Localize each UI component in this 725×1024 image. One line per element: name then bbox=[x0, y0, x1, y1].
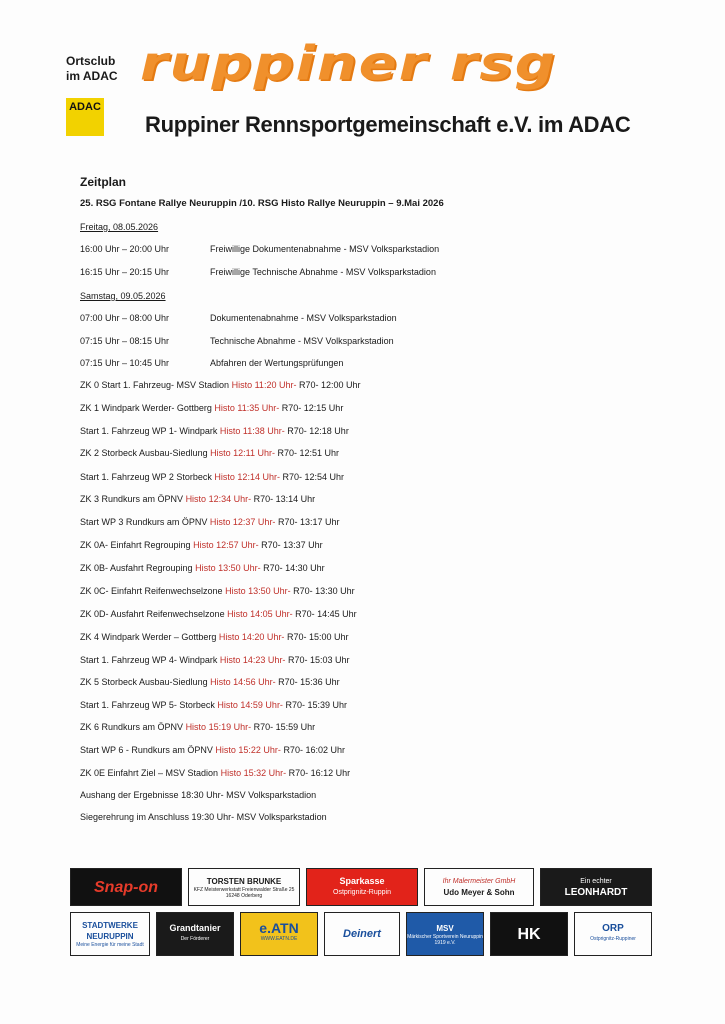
time-description: Freiwillige Technische Abnahme - MSV Volksparkstadion bbox=[210, 267, 436, 277]
time-description: Abfahren der Wertungsprüfungen bbox=[210, 358, 344, 368]
sponsor-name: STADTWERKE NEURUPPIN bbox=[82, 921, 138, 941]
r70-time: R70- 15:39 Uhr bbox=[285, 700, 347, 710]
schedule-label: Start 1. Fahrzeug WP 4- Windpark bbox=[80, 655, 218, 665]
schedule-label: ZK 2 Storbeck Ausbau-Siedlung bbox=[80, 448, 208, 458]
schedule-label: ZK 0A- Einfahrt Regrouping bbox=[80, 540, 191, 550]
histo-time: Histo 15:22 Uhr- bbox=[215, 745, 281, 755]
histo-time: Histo 14:59 Uhr- bbox=[217, 700, 283, 710]
sponsor-subtext: KFZ Meisterwerkstatt Freienwalder Straße 25 16248 Oderberg bbox=[193, 886, 295, 899]
histo-time: Histo 15:19 Uhr- bbox=[185, 722, 252, 732]
histo-time: Histo 11:35 Uhr- bbox=[214, 403, 280, 413]
sponsor-msv-logo bbox=[406, 912, 484, 956]
r70-time: R70- 15:36 Uhr bbox=[278, 677, 340, 687]
sponsor-meyer-logo bbox=[424, 868, 534, 906]
histo-time: Histo 12:14 Uhr- bbox=[214, 472, 280, 482]
schedule-label: ZK 0C- Einfahrt Reifenwechselzone bbox=[80, 586, 223, 596]
sponsor-stadtwerke-logo bbox=[70, 912, 150, 956]
event-subtitle: 25. RSG Fontane Rallye Neuruppin /10. RSG Histo Rallye Neuruppin – 9.Mai 2026 bbox=[80, 198, 444, 209]
schedule-label: Start 1. Fahrzeug WP 1- Windpark bbox=[80, 426, 218, 436]
histo-time: Histo 12:57 Uhr- bbox=[193, 540, 259, 550]
sponsor-eatn-logo bbox=[240, 912, 318, 956]
schedule-row bbox=[80, 655, 350, 665]
histo-time: Histo 14:23 Uhr- bbox=[219, 655, 286, 665]
schedule-row bbox=[80, 609, 357, 619]
sponsor-name: e.ATN bbox=[259, 920, 299, 936]
r70-time: R70- 12:54 Uhr bbox=[282, 472, 345, 482]
r70-time: R70- 12:18 Uhr bbox=[287, 426, 349, 436]
ceremony-notice: Siegerehrung im Anschluss 19:30 Uhr- MSV Volksparkstadion bbox=[80, 812, 327, 822]
time-range: 16:15 Uhr – 20:15 Uhr bbox=[80, 267, 170, 277]
schedule-label: ZK 0E Einfahrt Ziel – MSV Stadion bbox=[80, 768, 219, 778]
schedule-label: ZK 0B- Ausfahrt Regrouping bbox=[80, 563, 193, 573]
schedule-label: ZK 4 Windpark Werder – Gottberg bbox=[80, 632, 217, 642]
sponsor-orp-logo bbox=[574, 912, 652, 956]
rsg-logo: ruppiner rsg bbox=[140, 36, 557, 92]
sponsor-grandtanier-logo bbox=[156, 912, 234, 956]
r70-time: R70- 14:45 Uhr bbox=[295, 609, 357, 619]
histo-time: Histo 11:20 Uhr- bbox=[231, 380, 297, 390]
r70-time: R70- 13:30 Uhr bbox=[293, 586, 355, 596]
sponsor-subtext: Ihr Malermeister GmbH bbox=[442, 878, 516, 885]
sponsor-name: ORP bbox=[602, 923, 624, 934]
sponsor-name: HK bbox=[517, 925, 541, 943]
schedule-row bbox=[80, 586, 355, 596]
schedule-row bbox=[80, 722, 315, 732]
schedule-row bbox=[80, 403, 343, 413]
sponsor-snapon-logo bbox=[70, 868, 182, 906]
schedule-row bbox=[80, 472, 344, 482]
schedule-row bbox=[80, 563, 325, 573]
sponsor-hk-logo bbox=[490, 912, 568, 956]
sponsor-name: Grandtanier bbox=[169, 923, 221, 933]
r70-time: R70- 15:59 Uhr bbox=[253, 722, 316, 732]
schedule-row bbox=[80, 540, 323, 550]
schedule-label: ZK 5 Storbeck Ausbau-Siedlung bbox=[80, 677, 208, 687]
r70-time: R70- 15:00 Uhr bbox=[286, 632, 349, 642]
schedule-label: Start WP 6 - Rundkurs am ÖPNV bbox=[80, 745, 213, 755]
results-notice: Aushang der Ergebnisse 18:30 Uhr- MSV Volksparkstadion bbox=[80, 790, 317, 800]
schedule-row bbox=[80, 677, 340, 687]
histo-time: Histo 12:37 Uhr- bbox=[209, 517, 276, 527]
r70-time: R70- 13:14 Uhr bbox=[253, 494, 316, 504]
sponsor-name: MSV bbox=[436, 923, 454, 933]
schedule-label: ZK 0 Start 1. Fahrzeug- MSV Stadion bbox=[80, 380, 230, 390]
schedule-label: Start 1. Fahrzeug WP 5- Storbeck bbox=[80, 700, 215, 710]
schedule-row bbox=[80, 700, 347, 710]
day-heading: Samstag, 09.05.2026 bbox=[80, 291, 166, 301]
histo-time: Histo 12:34 Uhr- bbox=[185, 494, 252, 504]
r70-time: R70- 13:17 Uhr bbox=[277, 517, 340, 527]
histo-time: Histo 13:50 Uhr- bbox=[195, 563, 261, 573]
sponsor-name: TORSTEN BRUNKE bbox=[206, 876, 282, 886]
schedule-label: Start WP 3 Rundkurs am ÖPNV bbox=[80, 517, 208, 527]
sponsor-subtext: WWW.EATN.DE bbox=[260, 936, 298, 942]
schedule-row bbox=[80, 494, 315, 504]
sponsor-subtext: Märkischer Sportverein Neuruppin 1919 e.V. bbox=[407, 933, 483, 946]
r70-time: R70- 13:37 Uhr bbox=[261, 540, 323, 550]
sponsor-subtext: Der Förderer bbox=[180, 936, 210, 942]
time-description: Freiwillige Dokumentenabnahme - MSV Volksparkstadion bbox=[210, 244, 440, 254]
r70-time: R70- 14:30 Uhr bbox=[263, 563, 325, 573]
time-range: 07:15 Uhr – 10:45 Uhr bbox=[80, 358, 170, 368]
r70-time: R70- 16:12 Uhr bbox=[288, 768, 351, 778]
time-description: Technische Abnahme - MSV Volksparkstadion bbox=[210, 336, 394, 346]
organization-name: Ruppiner Rennsportgemeinschaft e.V. im ADAC bbox=[145, 112, 631, 137]
time-range: 16:00 Uhr – 20:00 Uhr bbox=[80, 244, 170, 254]
schedule-label: Start 1. Fahrzeug WP 2 Storbeck bbox=[80, 472, 212, 482]
club-label bbox=[66, 54, 118, 84]
histo-time: Histo 13:50 Uhr- bbox=[225, 586, 291, 596]
schedule-row bbox=[80, 768, 350, 778]
sponsor-name: Sparkasse bbox=[339, 876, 385, 886]
club-line-2: im ADAC bbox=[66, 69, 118, 83]
sponsor-brunke-logo bbox=[188, 868, 300, 906]
schedule-label: ZK 6 Rundkurs am ÖPNV bbox=[80, 722, 184, 732]
time-description: Dokumentenabnahme - MSV Volksparkstadion bbox=[210, 313, 397, 323]
sponsor-subtext: Ostprignitz-Ruppiner bbox=[590, 936, 636, 942]
histo-time: Histo 12:11 Uhr- bbox=[210, 448, 275, 458]
r70-time: R70- 16:02 Uhr bbox=[283, 745, 345, 755]
schedule-row bbox=[80, 448, 339, 458]
schedule-row bbox=[80, 632, 349, 642]
adac-logo: ADAC bbox=[66, 98, 104, 136]
histo-time: Histo 14:05 Uhr- bbox=[227, 609, 293, 619]
r70-time: R70- 12:00 Uhr bbox=[298, 380, 361, 390]
sponsor-name: Snap-on bbox=[94, 878, 158, 896]
r70-time: R70- 12:51 Uhr bbox=[277, 448, 340, 458]
schedule-label: ZK 0D- Ausfahrt Reifenwechselzone bbox=[80, 609, 225, 619]
r70-time: R70- 15:03 Uhr bbox=[287, 655, 350, 665]
histo-time: Histo 14:20 Uhr- bbox=[218, 632, 285, 642]
r70-time: R70- 12:15 Uhr bbox=[281, 403, 344, 413]
schedule-row bbox=[80, 426, 349, 436]
sponsor-name: Udo Meyer & Sohn bbox=[443, 888, 515, 897]
schedule-row bbox=[80, 517, 340, 527]
schedule-row bbox=[80, 380, 361, 390]
histo-time: Histo 14:56 Uhr- bbox=[210, 677, 276, 687]
club-line-1: Ortsclub bbox=[66, 54, 116, 68]
schedule-row bbox=[80, 745, 345, 755]
histo-time: Histo 11:38 Uhr- bbox=[219, 426, 285, 436]
time-range: 07:15 Uhr – 08:15 Uhr bbox=[80, 336, 170, 346]
sponsor-subtext: Ostprignitz-Ruppin bbox=[333, 889, 391, 896]
sponsor-deinert-logo bbox=[324, 912, 400, 956]
sponsor-name: Deinert bbox=[343, 927, 381, 940]
schedule-label: ZK 1 Windpark Werder- Gottberg bbox=[80, 403, 212, 413]
schedule-label: ZK 3 Rundkurs am ÖPNV bbox=[80, 494, 184, 504]
sponsor-subtext: Ein echter bbox=[580, 878, 612, 885]
day-heading: Freitag, 08.05.2026 bbox=[80, 222, 159, 232]
time-range: 07:00 Uhr – 08:00 Uhr bbox=[80, 313, 170, 323]
sponsor-leonhardt-logo bbox=[540, 868, 652, 906]
page-title: Zeitplan bbox=[80, 175, 127, 189]
sponsor-subtext: Meine Energie für meine Stadt bbox=[76, 942, 144, 948]
sponsor-name: LEONHARDT bbox=[564, 887, 628, 898]
histo-time: Histo 15:32 Uhr- bbox=[220, 768, 287, 778]
sponsor-sparkasse-logo bbox=[306, 868, 418, 906]
